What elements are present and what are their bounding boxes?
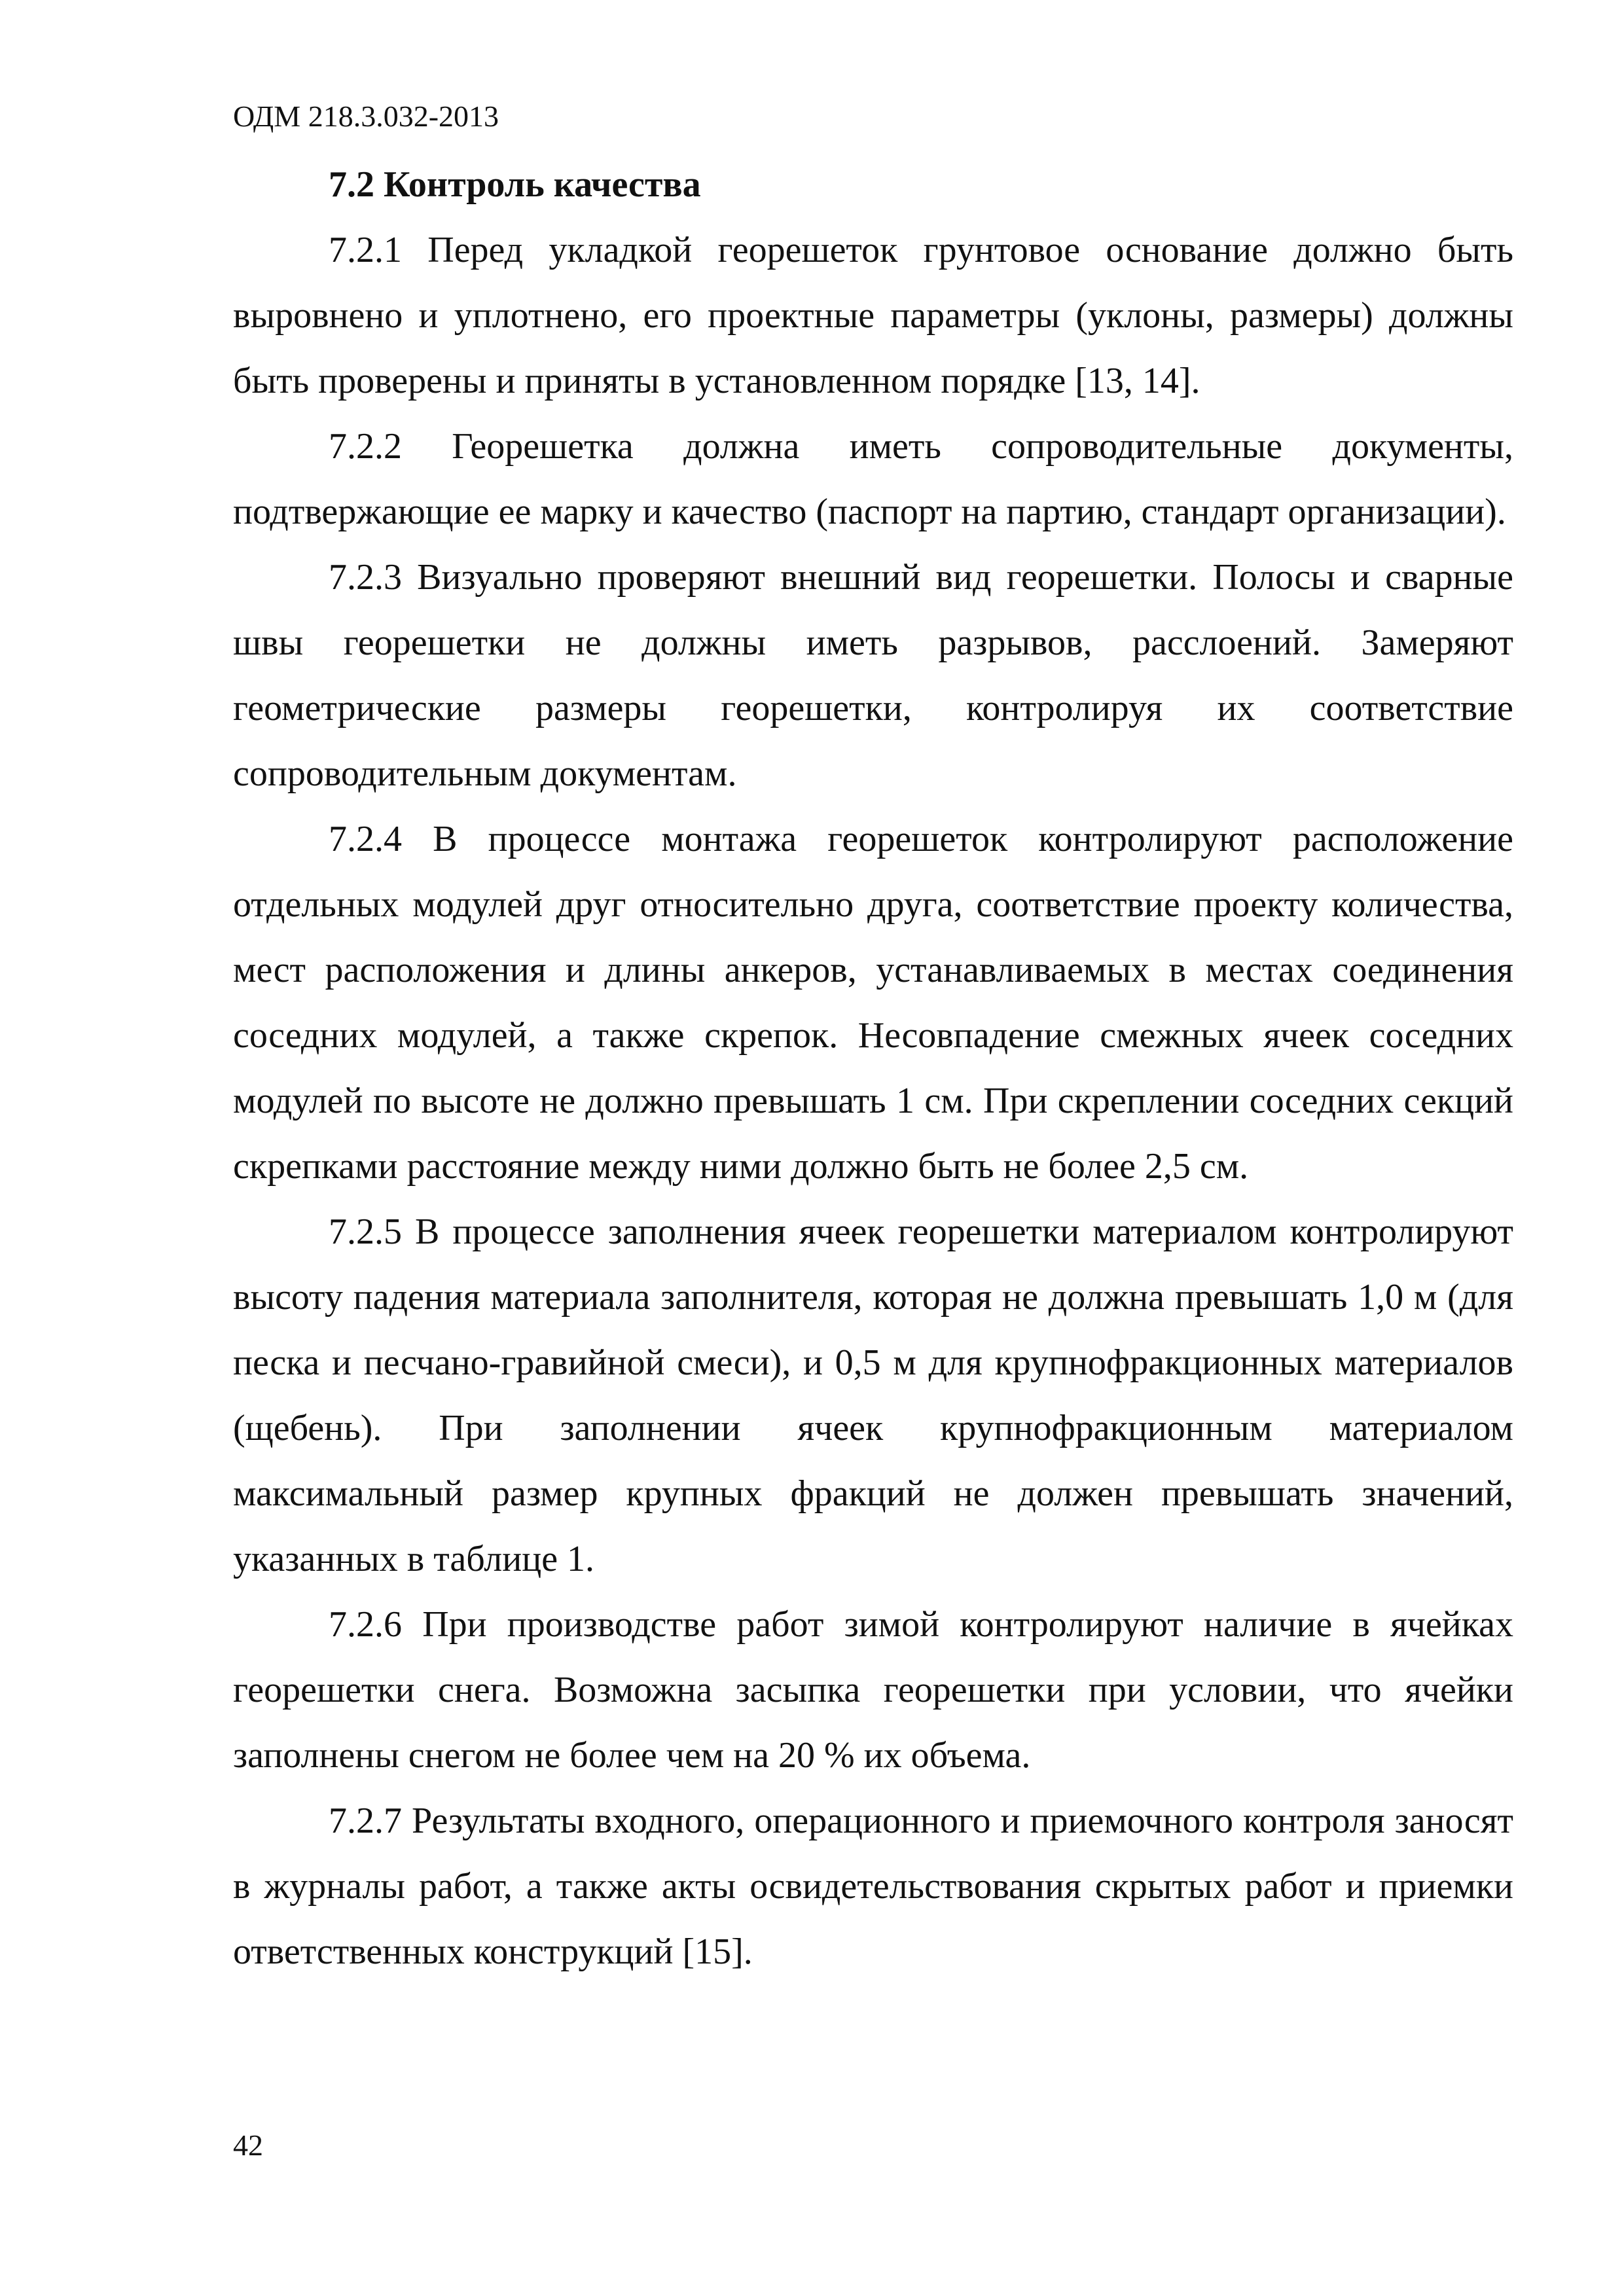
- page-number: 42: [233, 2128, 263, 2162]
- paragraph-7-2-3: 7.2.3 Визуально проверяют внешний вид георешетки. Полосы и сварные швы георешетки не должны иметь разрывов, расслоений. Замеряют геометрические размеры георешетки, контролируя их соответствие сопроводительным документам.: [233, 557, 1513, 794]
- paragraph-7-2-4: 7.2.4 В процессе монтажа георешеток контролируют расположение отдельных модулей друг относительно друга, соответствие проекту количества, мест расположения и длины анкеров, устанавливаемых в местах соединения соседних модулей, а также скрепок. Несовпадение смежных ячеек соседних модулей по высоте не должно превышать 1 см. При скреплении соседних секций скрепками расстояние между ними должно быть не более 2,5 см.: [233, 819, 1513, 1187]
- paragraph-7-2-7: 7.2.7 Результаты входного, операционного и приемочного контроля заносят в журналы работ, а также акты освидетельствования скрытых работ и приемки ответственных конструкций [15].: [233, 1801, 1513, 1972]
- paragraph-7-2-1: 7.2.1 Перед укладкой георешеток грунтовое основание должно быть выровнено и уплотнено, его проектные параметры (уклоны, размеры) должны быть проверены и приняты в установленном порядке [13, 14].: [233, 230, 1513, 401]
- section-heading: 7.2 Контроль качества: [329, 164, 701, 205]
- paragraph-7-2-6: 7.2.6 При производстве работ зимой контролируют наличие в ячейках георешетки снега. Возможна засыпка георешетки при условии, что ячейки заполнены снегом не более чем на 20 % их объема.: [233, 1604, 1513, 1776]
- paragraph-7-2-2: 7.2.2 Георешетка должна иметь сопроводительные документы, подтвержающие ее марку и качество (паспорт на партию, стандарт организации).: [233, 426, 1513, 532]
- section-body: [233, 152, 1513, 1984]
- paragraph-7-2-5: 7.2.5 В процессе заполнения ячеек георешетки материалом контролируют высоту падения материала заполнителя, которая не должна превышать 1,0 м (для песка и песчано-гравийной смеси), и 0,5 м для крупнофракционных материалов (щебень). При заполнении ячеек крупнофракционным материалом максимальный размер крупных фракций не должен превышать значений, указанных в таблице 1.: [233, 1211, 1513, 1579]
- document-code: ОДМ 218.3.032-2013: [233, 99, 499, 133]
